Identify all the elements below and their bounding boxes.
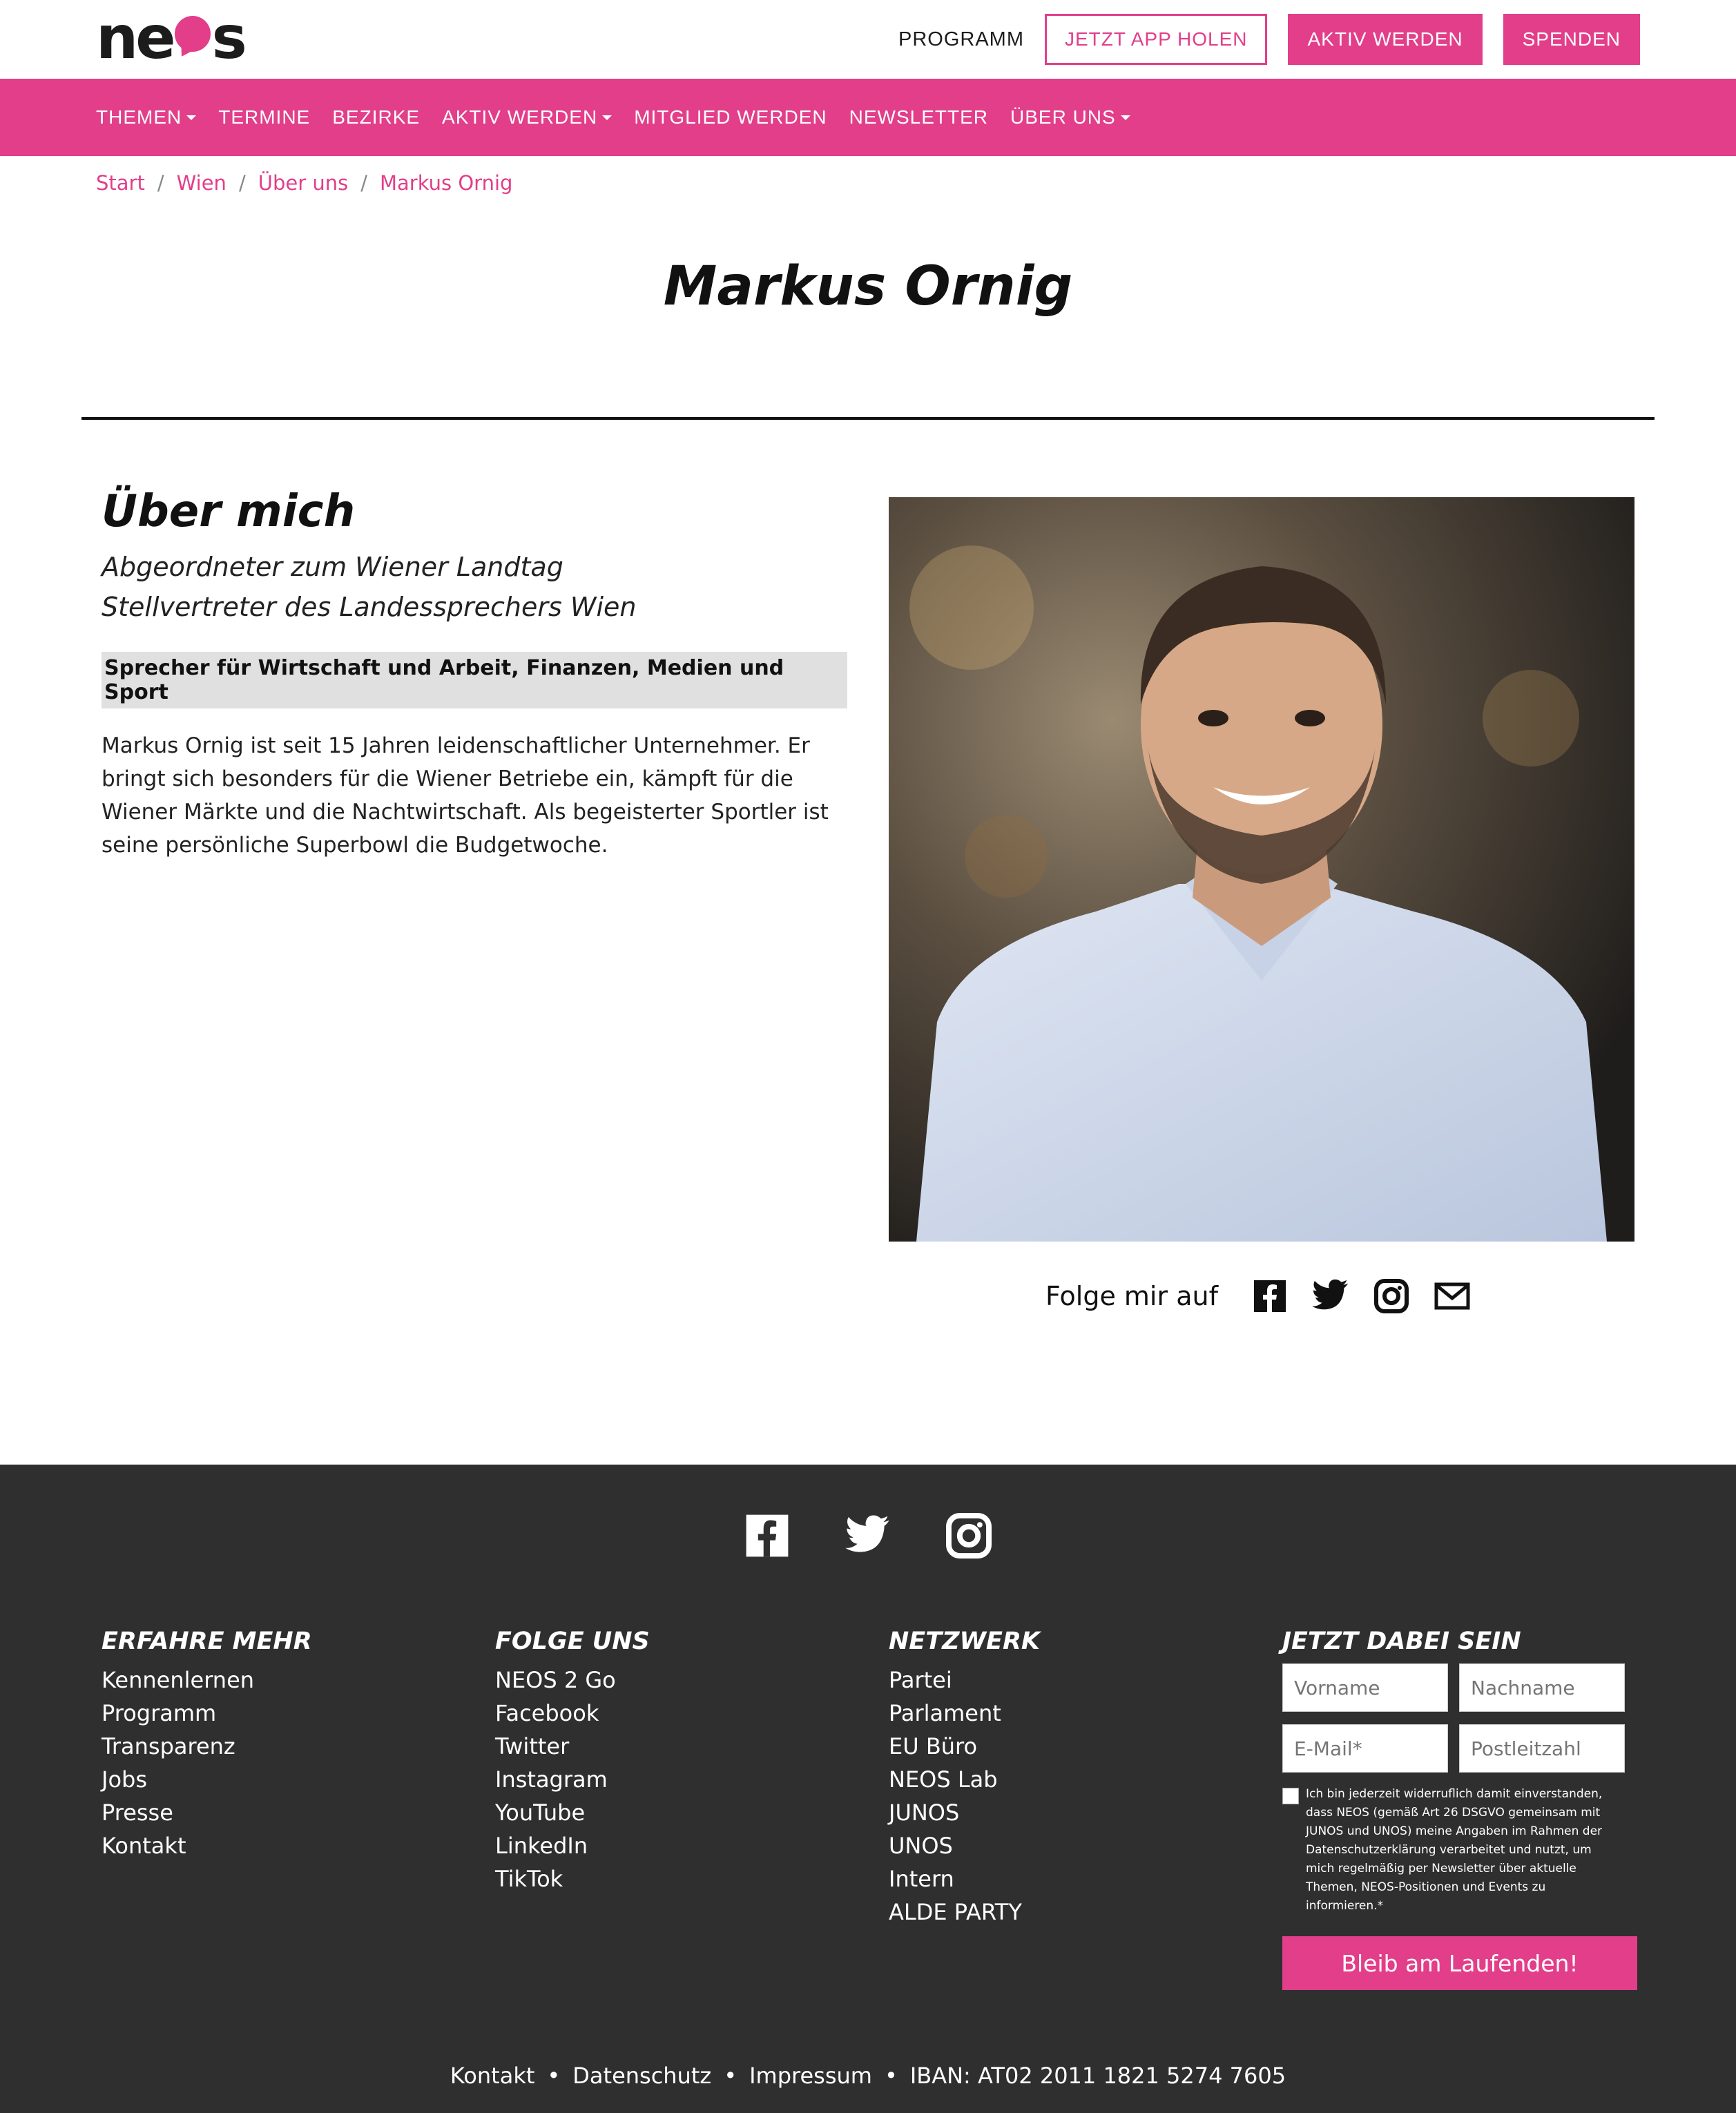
twitter-icon[interactable] [845,1513,891,1559]
newsletter-signup [1282,1628,1637,1990]
footer-link[interactable]: Kennenlernen [102,1667,255,1693]
footer-link[interactable]: Twitter [495,1733,570,1759]
top-bar [96,0,1640,79]
footer-link[interactable]: Transparenz [102,1733,235,1759]
nav-label: AKTIV WERDEN [442,106,598,128]
role-line-2: Stellvertreter des Landessprechers Wien [102,592,637,622]
footer-link[interactable]: Parlament [889,1700,1001,1726]
bio-text: Markus Ornig ist seit 15 Jahren leidenschaftlicher Unternehmer. Er bringt sich besonders für die Wiener Betriebe ein, kämpft für die Wiener Märkte und die Nachtwirtschaft. Als begeisterter Sportler ist seine persönliche Superbowl die Budgetwoche. [102,733,829,858]
twitter-icon[interactable] [1312,1277,1349,1315]
footer-link[interactable]: Kontakt [102,1833,186,1859]
footer-contact-link[interactable]: Kontakt [450,2063,535,2089]
breadcrumb-separator: / [360,171,368,195]
footer-link[interactable]: Instagram [495,1766,608,1793]
spokesperson-areas: Sprecher für Wirtschaft und Arbeit, Finanzen, Medien und Sport [102,652,847,708]
nav-label: MITGLIED WERDEN [634,106,827,128]
nav-item-aktiv-werden[interactable] [442,106,612,128]
breadcrumb-separator: / [157,171,164,195]
separator-dot: • [884,2063,898,2089]
footer-link[interactable]: UNOS [889,1833,953,1859]
subscribe-button[interactable]: Bleib am Laufenden! [1282,1936,1637,1990]
portrait-illustration [889,497,1634,1242]
zip-input[interactable] [1459,1724,1625,1773]
program-link[interactable]: PROGRAMM [898,28,1024,50]
footer-bottom [0,2063,1736,2089]
iban-text: IBAN: AT02 2011 1821 5274 7605 [909,2063,1286,2089]
chevron-down-icon [602,115,612,120]
lastname-input[interactable] [1459,1663,1625,1712]
footer-link[interactable]: Programm [102,1700,217,1726]
nav-label: NEWSLETTER [849,106,989,128]
consent-checkbox[interactable] [1282,1788,1299,1804]
footer-privacy-link[interactable]: Datenschutz [572,2063,712,2089]
breadcrumb-wien[interactable]: Wien [176,171,226,195]
footer-col-title: FOLGE UNS [495,1628,650,1655]
chevron-down-icon [1121,115,1130,120]
facebook-icon[interactable] [1251,1277,1289,1315]
breadcrumb-separator: / [238,171,246,195]
page-title: Markus Ornig [663,255,1073,318]
signup-title: JETZT DABEI SEIN [1282,1628,1521,1655]
footer-link[interactable]: EU Büro [889,1733,978,1759]
top-actions [898,14,1640,65]
footer-link[interactable]: Presse [102,1800,173,1826]
nav-item-bezirke[interactable] [332,106,420,128]
follow-me [889,1277,1634,1315]
footer-col-title: ERFAHRE MEHR [102,1628,312,1655]
firstname-input[interactable] [1282,1663,1448,1712]
mail-icon[interactable] [1434,1277,1471,1315]
roles [102,547,847,627]
consent-text: Ich bin jederzeit widerruflich damit einverstanden, dass NEOS (gemäß Art 26 DSGVO gemeinsam mit JUNOS und UNOS) meine Angaben im Rahmen der Datenschutzerklärung verarbeitet und nutzt, um mich regelmäßig per Newsletter über aktuelle Themen, NEOS-Positionen und Events zu informieren.* [1306,1787,1603,1913]
footer-col-title: NETZWERK [889,1628,1041,1655]
footer-link[interactable]: LinkedIn [495,1833,588,1859]
breadcrumb-start[interactable]: Start [96,171,145,195]
name-row [1282,1663,1637,1712]
breadcrumb-ueber-uns[interactable]: Über uns [258,171,349,195]
separator-dot: • [724,2063,737,2089]
footer-col-network [889,1628,1040,1929]
nav-item-newsletter[interactable] [849,106,988,128]
footer-col-follow-us [495,1628,650,1895]
footer-link[interactable]: Partei [889,1667,952,1693]
nav-items [96,79,1640,156]
about-heading: Über mich [102,486,356,537]
nav-label: TERMINE [218,106,311,128]
footer-link[interactable]: Jobs [102,1766,147,1793]
about-column [102,483,847,883]
follow-label: Folge mir auf [1045,1281,1218,1311]
nav-item-ueber-uns[interactable] [1010,106,1130,128]
logo-text-left: ne [96,3,173,73]
breadcrumb-current[interactable]: Markus Ornig [380,171,513,195]
consent-row [1282,1785,1637,1916]
main-nav [0,79,1736,156]
footer-link[interactable]: NEOS Lab [889,1766,998,1793]
portrait-photo [889,497,1634,1242]
contact-row [1282,1724,1637,1773]
facebook-icon[interactable] [744,1513,790,1559]
donate-button[interactable]: SPENDEN [1503,14,1640,65]
title-divider [81,417,1655,420]
neos-logo[interactable] [96,3,244,73]
footer-col-learn-more [102,1628,312,1862]
instagram-icon[interactable] [946,1513,992,1559]
nav-label: ÜBER UNS [1010,106,1116,128]
footer-link[interactable]: NEOS 2 Go [495,1667,616,1693]
footer-imprint-link[interactable]: Impressum [749,2063,872,2089]
instagram-icon[interactable] [1373,1277,1410,1315]
nav-item-mitglied-werden[interactable] [634,106,827,128]
nav-label: THEMEN [96,106,182,128]
chevron-down-icon [186,115,196,120]
nav-label: BEZIRKE [332,106,421,128]
logo-text-right: s [211,3,244,73]
logo-speech-bubble-icon [175,16,211,52]
footer-social [0,1513,1736,1559]
footer-link[interactable]: Facebook [495,1700,599,1726]
footer-link[interactable]: ALDE PARTY [889,1899,1022,1925]
footer-link[interactable]: TikTok [495,1866,563,1892]
nav-item-termine[interactable] [218,106,310,128]
separator-dot: • [547,2063,561,2089]
footer-link[interactable]: YouTube [495,1800,586,1826]
footer [0,1465,1736,2113]
get-active-button[interactable]: AKTIV WERDEN [1288,14,1482,65]
email-input[interactable] [1282,1724,1448,1773]
nav-item-themen[interactable] [96,106,196,128]
role-line-1: Abgeordneter zum Wiener Landtag [102,552,563,582]
footer-link[interactable]: Intern [889,1866,954,1892]
footer-link[interactable]: JUNOS [889,1800,960,1826]
get-app-button[interactable]: JETZT APP HOLEN [1045,14,1267,65]
breadcrumb [96,156,1640,195]
